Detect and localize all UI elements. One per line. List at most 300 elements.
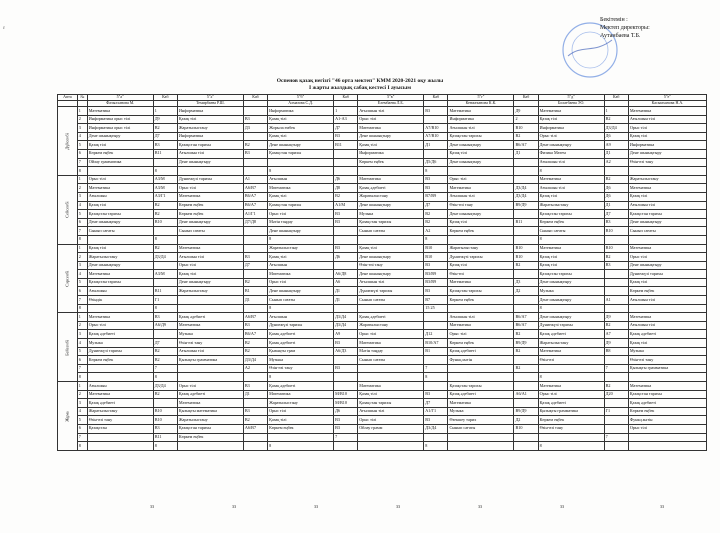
room-cell: Д3/Д4 — [334, 313, 358, 322]
room-cell: В10 — [153, 416, 177, 425]
subject-cell: Қазақ тілі — [87, 244, 153, 253]
room-cell: В3 — [424, 184, 448, 193]
teacher-name: Елембаева Л.Б. — [358, 101, 424, 107]
table-row — [58, 261, 707, 270]
room-cell: В2 — [153, 201, 177, 210]
lesson-number: 5 — [77, 141, 87, 150]
room-cell — [243, 235, 267, 244]
lesson-number: 6 — [77, 149, 87, 158]
subject-cell — [358, 167, 424, 176]
table-row — [58, 416, 707, 425]
subject-cell: Математика — [628, 244, 706, 253]
subject-cell: Қазақ тілі — [628, 339, 706, 348]
room-cell: Д9 — [604, 339, 628, 348]
lesson-number: 4 — [77, 339, 87, 348]
subject-cell: Математика — [628, 107, 706, 116]
room-cell: Д6 — [334, 175, 358, 184]
lesson-number: 1 — [77, 313, 87, 322]
subject-cell: Қызықты грам — [268, 347, 334, 356]
room-cell: Д6 — [334, 407, 358, 416]
room-cell: А2 — [604, 158, 628, 167]
lesson-number: 4 — [77, 270, 87, 279]
subject-cell: Мәтін таңдау — [268, 218, 334, 227]
subject-cell: Қазақ әдебиеті — [448, 347, 514, 356]
subject-cell: Қазақстан тарихы — [87, 278, 153, 287]
subject-cell: Қазақстан тарихы — [177, 141, 243, 150]
col-header: 5"д" — [538, 95, 604, 101]
subject-cell: Өзін-өзі тану — [538, 424, 604, 433]
teacher-name: Касымханова Н.А. — [628, 101, 706, 107]
subject-cell — [177, 167, 243, 176]
room-cell — [514, 158, 538, 167]
subject-cell: Дене шынықтыру — [177, 158, 243, 167]
room-cell: А9 — [334, 330, 358, 339]
room-cell — [334, 149, 358, 158]
subject-cell: Көркем еңбек — [177, 210, 243, 219]
subject-cell: Көркем еңбек — [87, 149, 153, 158]
subject-cell: Дене шынықтыру — [628, 218, 706, 227]
room-cell: В3 — [334, 339, 358, 348]
lesson-number: 1 — [77, 244, 87, 253]
subject-cell — [448, 304, 514, 313]
subject-cell: Дүниежүзі тарихы — [358, 287, 424, 296]
subject-cell: Қазақ әдебиеті — [177, 313, 243, 322]
room-cell — [514, 382, 538, 391]
lesson-number: 7 — [77, 433, 87, 442]
subject-cell: Сынып сағаты — [358, 296, 424, 305]
subject-cell: Математика — [448, 184, 514, 193]
subject-cell: Орыс тілі — [448, 330, 514, 339]
subject-cell: Қызықты грамматика — [538, 407, 604, 416]
subject-cell — [538, 364, 604, 373]
subject-cell: Жаратылыстану — [358, 192, 424, 201]
lesson-number: 3 — [77, 330, 87, 339]
room-cell — [334, 227, 358, 236]
subject-cell: Ағылшын тілі — [448, 192, 514, 201]
room-cell: А7 — [604, 330, 628, 339]
room-cell: В3 — [334, 218, 358, 227]
table-row — [58, 244, 707, 253]
subject-cell: Информатика — [268, 107, 334, 116]
subject-cell: Дене шынықтыру — [87, 132, 153, 141]
subject-cell: Дене шынықтыру — [87, 261, 153, 270]
footer-count: 33 — [560, 504, 564, 509]
subject-cell: Музыка — [268, 356, 334, 365]
subject-cell: 8 — [268, 304, 334, 313]
subject-cell — [358, 373, 424, 382]
subject-cell: Дене шынықтыру — [448, 158, 514, 167]
table-row — [58, 433, 707, 442]
lesson-number: 6 — [77, 424, 87, 433]
room-cell: В6/А7 — [243, 201, 267, 210]
schedule-subtitle: I жарты жылдық сабақ кестесі I ауысым — [309, 85, 411, 91]
lesson-number: 8 — [77, 373, 87, 382]
teacher-name: Темирбаева Р.Ш. — [177, 101, 243, 107]
room-cell: В3 — [424, 416, 448, 425]
subject-cell: Математика — [87, 184, 153, 193]
room-cell: Д7 — [153, 339, 177, 348]
room-cell — [424, 382, 448, 391]
room-cell: Д1 — [334, 296, 358, 305]
subject-cell: Қазақ әдебиеті — [628, 330, 706, 339]
room-cell: Д7/Д8 — [243, 218, 267, 227]
room-cell: А1/Г1 — [243, 210, 267, 219]
subject-cell: Ағылшын тілі — [538, 158, 604, 167]
room-cell: В2 — [604, 253, 628, 262]
room-cell: В10 — [424, 253, 448, 262]
lesson-number: 5 — [77, 347, 87, 356]
subject-cell: Математика — [538, 175, 604, 184]
room-cell — [514, 399, 538, 408]
subject-cell: Орыс тілі — [628, 253, 706, 262]
subject-cell: Қазақ әдебиеті — [628, 399, 706, 408]
subject-cell — [87, 364, 153, 373]
subject-cell: Математика — [358, 382, 424, 391]
subject-cell: Жаратылыстану — [87, 253, 153, 262]
teacher-name: Алмазова С.Д. — [268, 101, 334, 107]
table-row — [58, 347, 707, 356]
subject-cell — [628, 167, 706, 176]
subject-cell: Қазақ тілі — [358, 244, 424, 253]
lesson-number: 3 — [77, 124, 87, 133]
subject-cell: Орыс тілі — [177, 382, 243, 391]
room-cell: Д3 — [514, 278, 538, 287]
day-label: Сейсенбі — [58, 175, 78, 244]
lesson-number: 4 — [77, 407, 87, 416]
room-cell — [334, 167, 358, 176]
subject-cell: Музыка — [87, 339, 153, 348]
subject-cell: Қазақ әдебиеті — [448, 390, 514, 399]
subject-cell: Орыс тілі — [87, 175, 153, 184]
col-header: Каб — [424, 95, 448, 101]
subject-cell: Өзін-өзі — [448, 270, 514, 279]
room-cell: А1/Г1 — [424, 407, 448, 416]
subject-cell: Қазақстан тарихы — [538, 270, 604, 279]
subject-cell — [448, 442, 514, 451]
teacher-name: Кенжеханова К.К. — [448, 101, 514, 107]
room-cell — [514, 356, 538, 365]
subject-cell: Қазақстан тарихы — [87, 210, 153, 219]
subject-cell: Математика — [538, 107, 604, 116]
subject-cell: Қазақ әдебиеті — [538, 399, 604, 408]
room-cell: Д7 — [604, 210, 628, 219]
room-cell — [334, 373, 358, 382]
room-cell: В9/Д9 — [514, 407, 538, 416]
subject-cell: Ағылшын — [87, 287, 153, 296]
room-cell: А3/М — [153, 184, 177, 193]
subject-cell: Математика — [538, 382, 604, 391]
subject-cell: Ағылшын тілі — [358, 278, 424, 287]
subject-cell: Жаратылыстану — [87, 407, 153, 416]
subject-cell — [628, 304, 706, 313]
subject-cell: Музыка — [538, 287, 604, 296]
subject-cell: Жаратылыстану — [177, 124, 243, 133]
room-cell: Д3/Д4 — [424, 424, 448, 433]
room-cell: 8 — [153, 304, 177, 313]
subject-cell: Сынып сағаты — [628, 227, 706, 236]
room-cell — [243, 373, 267, 382]
room-cell — [514, 373, 538, 382]
room-cell — [604, 442, 628, 451]
room-cell: В2 — [604, 321, 628, 330]
room-cell: А7/В10 — [424, 124, 448, 133]
room-cell — [604, 287, 628, 296]
room-cell — [334, 442, 358, 451]
approve-line: Мектеп директоры: — [600, 25, 650, 31]
day-label: Жұма — [58, 382, 78, 451]
room-cell — [334, 304, 358, 313]
room-cell: В3 — [243, 115, 267, 124]
table-row — [58, 210, 707, 219]
subject-cell: Информатика орыс тілі — [87, 124, 153, 133]
subject-cell: Қазақ тілі — [177, 115, 243, 124]
subject-cell: Ойлау грамм — [358, 424, 424, 433]
subject-cell: Қазақстан тарихы — [268, 201, 334, 210]
room-cell: В7 — [424, 296, 448, 305]
subject-cell: Қазақ әдебиеті — [358, 313, 424, 322]
room-cell: В2 — [514, 261, 538, 270]
room-cell — [604, 424, 628, 433]
room-cell: В3 — [604, 261, 628, 270]
room-cell: Д12 — [424, 330, 448, 339]
col-header: 5"е" — [628, 95, 706, 101]
room-cell: А6/В7 — [243, 313, 267, 322]
room-cell: В11 — [334, 141, 358, 150]
room-cell — [604, 278, 628, 287]
subject-cell: Қазақ әдебиеті — [268, 382, 334, 391]
subject-cell: Өзін-өзі тану — [177, 339, 243, 348]
subject-cell: Математика — [448, 107, 514, 116]
subject-cell — [538, 433, 604, 442]
room-cell — [243, 442, 267, 451]
lesson-number: 1 — [77, 107, 87, 116]
room-cell: В2 — [153, 124, 177, 133]
room-cell — [334, 356, 358, 365]
table-row — [58, 132, 707, 141]
subject-cell: Музыка — [177, 330, 243, 339]
room-cell: В2 — [243, 339, 267, 348]
room-cell: В3 — [243, 382, 267, 391]
subject-cell: Өзін-өзі тану — [358, 261, 424, 270]
subject-cell: Ағылшын — [87, 192, 153, 201]
subject-cell: Дене шынықтыру — [268, 141, 334, 150]
room-cell: В3 — [334, 244, 358, 253]
room-cell: 1 — [334, 107, 358, 116]
subject-cell: Дене шынықтыру — [268, 287, 334, 296]
table-row — [58, 141, 707, 150]
subject-cell — [358, 364, 424, 373]
subject-cell: Дене шынықтыру — [177, 218, 243, 227]
room-cell: В11 — [153, 433, 177, 442]
room-cell: А6/Д8 — [334, 270, 358, 279]
room-cell: А6/Д9 — [153, 321, 177, 330]
room-cell: В2 — [514, 364, 538, 373]
room-cell — [334, 235, 358, 244]
room-cell: А6/В7 — [243, 184, 267, 193]
room-cell: В2 — [604, 382, 628, 391]
subject-cell: Математика — [628, 382, 706, 391]
room-cell: 8 — [424, 373, 448, 382]
subject-cell: Қазақ тілі — [268, 253, 334, 262]
lesson-number: 4 — [77, 132, 87, 141]
subject-cell: Өзін-өзі тану — [628, 356, 706, 365]
room-cell — [424, 149, 448, 158]
room-cell: В3 — [424, 390, 448, 399]
room-cell: В3/В9 — [424, 278, 448, 287]
room-cell: Д3 — [243, 124, 267, 133]
room-cell: В10 — [514, 244, 538, 253]
room-cell: В7/В9 — [424, 192, 448, 201]
subject-cell: Ағылшын тілі — [628, 115, 706, 124]
subject-cell: Қызықты математика — [177, 407, 243, 416]
room-cell: А9 — [604, 141, 628, 150]
lesson-number: 2 — [77, 390, 87, 399]
subject-cell: Дене шынықтыру — [87, 218, 153, 227]
lesson-number: 2 — [77, 115, 87, 124]
subject-cell: Дене шынықтыру — [177, 278, 243, 287]
subject-cell: Дүниежүзі тарихы — [628, 270, 706, 279]
col-header: Апта — [58, 95, 78, 101]
room-cell: В9/Д9 — [514, 339, 538, 348]
table-row — [58, 218, 707, 227]
subject-cell — [628, 433, 706, 442]
subject-cell: Жаратылыстану — [268, 244, 334, 253]
room-cell: Д1 — [604, 201, 628, 210]
teacher-name: Фазылханова М. — [87, 101, 153, 107]
subject-cell: Дене шынықтыру — [448, 210, 514, 219]
table-row — [58, 253, 707, 262]
room-cell: 2 — [514, 115, 538, 124]
room-cell: В10 — [604, 244, 628, 253]
subject-cell: Көркем еңбек — [177, 433, 243, 442]
subject-cell: Қазақ тілі — [538, 261, 604, 270]
lesson-number: 1 — [77, 382, 87, 391]
table-row — [58, 184, 707, 193]
room-cell: В3 — [424, 287, 448, 296]
room-cell — [514, 304, 538, 313]
subject-cell: Ағылшын тілі — [177, 347, 243, 356]
subject-cell: Ағылшын тілі — [358, 107, 424, 116]
subject-cell — [87, 373, 153, 382]
room-cell — [243, 399, 267, 408]
subject-cell: Функц.мәтін — [448, 356, 514, 365]
subject-cell: Ағылшын тілі — [628, 296, 706, 305]
room-cell: Д7 — [334, 124, 358, 133]
subject-cell: Математика — [448, 321, 514, 330]
room-cell: В2 — [424, 210, 448, 219]
subject-cell: Қазақ тілі — [268, 115, 334, 124]
subject-cell: Орыс тілі — [628, 424, 706, 433]
room-cell: Д20 — [604, 390, 628, 399]
room-cell: М/В10 — [334, 399, 358, 408]
room-cell: В10 — [514, 124, 538, 133]
room-cell: В2 — [514, 347, 538, 356]
subject-cell: Көркем еңбек — [448, 339, 514, 348]
subject-cell: Жаратылыстану — [538, 201, 604, 210]
subject-cell: Қазақстан тарихы — [448, 132, 514, 141]
subject-cell: Қазақ тілі — [268, 132, 334, 141]
room-cell — [243, 270, 267, 279]
room-cell — [514, 433, 538, 442]
room-cell: 8 — [424, 442, 448, 451]
approve-line: Аутанбаева Т.Б. — [600, 33, 641, 39]
room-cell: В2 — [514, 132, 538, 141]
schedule-table — [57, 94, 707, 451]
lesson-number: 7 — [77, 158, 87, 167]
room-cell: А6/А1 — [514, 390, 538, 399]
subject-cell: Өзін-өзі тану — [268, 364, 334, 373]
subject-cell: Қазақстан тарихы — [268, 149, 334, 158]
subject-cell: Дене шынықтыру — [358, 253, 424, 262]
table-row — [58, 356, 707, 365]
subject-cell: Дене шынықтыру — [538, 141, 604, 150]
subject-cell: Ағылшын — [268, 175, 334, 184]
footer-count: 33 — [150, 504, 154, 509]
table-row — [58, 304, 707, 313]
room-cell: Д6 — [604, 192, 628, 201]
col-header: Каб — [604, 95, 628, 101]
room-cell — [243, 227, 267, 236]
subject-cell — [268, 433, 334, 442]
room-cell — [424, 321, 448, 330]
subject-cell: Орыс тілі — [268, 407, 334, 416]
room-cell: В2 — [334, 192, 358, 201]
room-cell: В3 — [243, 253, 267, 262]
subject-cell: Математика — [87, 313, 153, 322]
room-cell: Д6 — [604, 132, 628, 141]
room-cell: Д7 — [424, 201, 448, 210]
table-row — [58, 124, 707, 133]
subject-cell: 8 — [268, 373, 334, 382]
subject-cell: Математика — [268, 270, 334, 279]
subject-cell: 8 — [538, 235, 604, 244]
subject-cell — [628, 442, 706, 451]
room-cell — [514, 442, 538, 451]
room-cell: В3 — [334, 132, 358, 141]
room-cell: Д1 — [604, 149, 628, 158]
table-row — [58, 107, 707, 116]
room-cell: В10 — [153, 407, 177, 416]
room-cell: В10 — [514, 253, 538, 262]
subject-cell: Жаратылыстану — [358, 321, 424, 330]
room-cell: Д7 — [153, 132, 177, 141]
col-header: 5"в" — [358, 95, 424, 101]
room-cell: В11 — [514, 218, 538, 227]
table-row — [58, 270, 707, 279]
room-cell — [334, 382, 358, 391]
table-row — [58, 382, 707, 391]
room-cell: В6/А7 — [243, 330, 267, 339]
subject-cell: Қазақ тілі — [538, 253, 604, 262]
subject-cell — [448, 167, 514, 176]
subject-cell: Жаратылыстану — [538, 339, 604, 348]
corner-mark: ε — [3, 26, 6, 31]
subject-cell — [87, 167, 153, 176]
subject-cell: Қазақстан тарихы — [448, 382, 514, 391]
subject-cell — [177, 442, 243, 451]
subject-cell: Дене шынықтыру — [538, 313, 604, 322]
room-cell: В6/А7 — [514, 313, 538, 322]
subject-cell: Дүниежүзі тарихы — [448, 253, 514, 262]
room-cell: В2 — [153, 390, 177, 399]
room-cell — [153, 227, 177, 236]
subject-cell: Қазақ әдебиеті — [358, 184, 424, 193]
room-cell: В2 — [514, 330, 538, 339]
approval-block — [600, 16, 650, 40]
subject-cell: Математика — [87, 270, 153, 279]
subject-cell: Дене шынықтыру — [628, 261, 706, 270]
room-cell — [514, 210, 538, 219]
